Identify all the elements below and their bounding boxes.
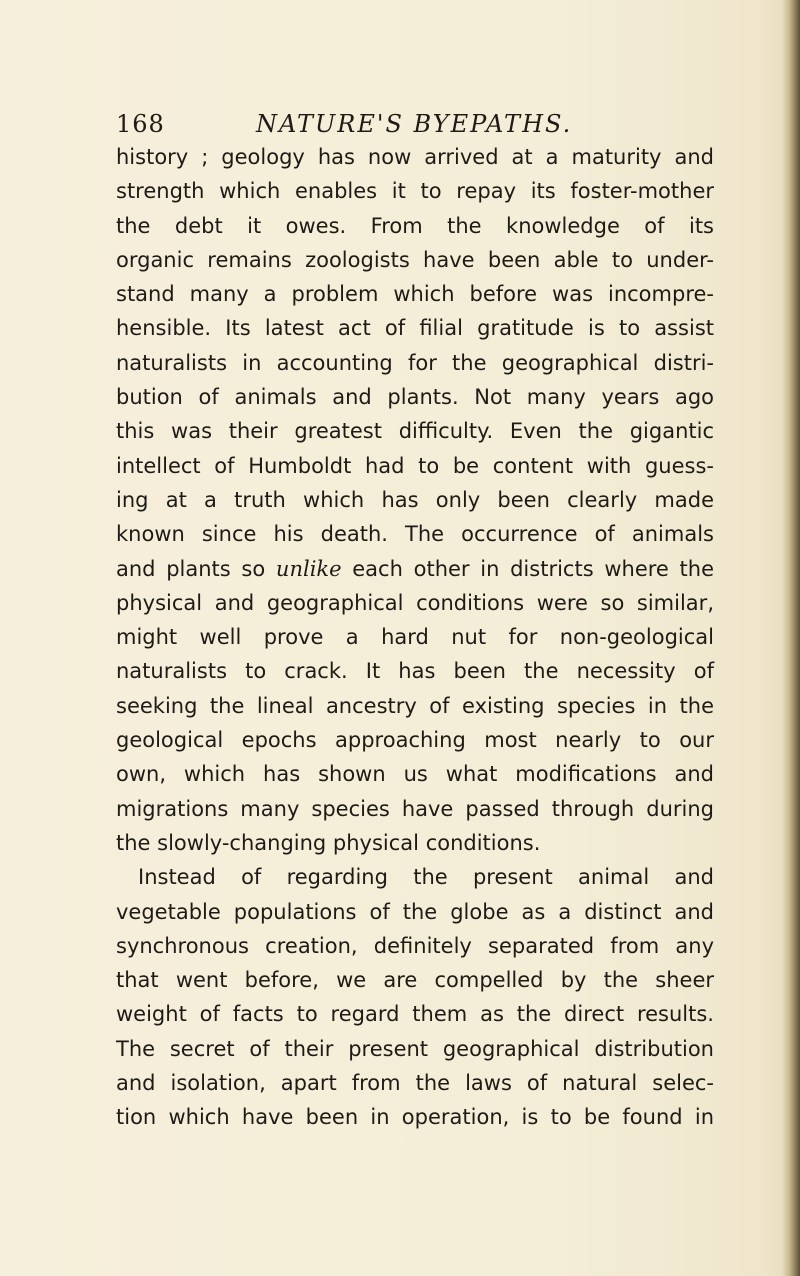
text-line: hensible. Its latest act of filial gratitude is to assist (116, 316, 714, 341)
running-head (116, 110, 716, 144)
text-line: this was their greatest difficulty. Even the gigantic (116, 419, 714, 444)
text-line: the debt it owes. From the knowledge of its (116, 213, 714, 238)
text-line: and isolation, apart from the laws of natural selec- (116, 1071, 714, 1096)
emphasized-word: unlike (275, 556, 342, 581)
text-line: organic remains zoologists have been able to under- (116, 247, 714, 272)
page-number: 168 (116, 110, 165, 138)
text-line: vegetable populations of the globe as a distinct and (116, 899, 714, 924)
body-text (116, 140, 714, 1135)
text-line: history ; geology has now arrived at a maturity and (116, 145, 714, 169)
text-segment: each other in districts where the (341, 556, 714, 581)
paragraph-start-line: Instead of regarding the present animal and (138, 865, 714, 890)
text-line: own, which has shown us what modifications and (116, 762, 714, 787)
running-title: NATURE'S BYEPATHS. (256, 110, 573, 138)
text-line: intellect of Humboldt had to be content with guess- (116, 453, 714, 478)
text-line: bution of animals and plants. Not many years ago (116, 385, 714, 410)
text-line: stand many a problem which before was incompre- (116, 282, 714, 307)
text-line: might well prove a hard nut for non-geological (116, 625, 714, 650)
text-line: The secret of their present geographical distribution (116, 1036, 714, 1061)
text-line: naturalists in accounting for the geographical distri- (116, 350, 714, 375)
page-edge-shadow (782, 0, 800, 1276)
text-line: synchronous creation, definitely separated from any (116, 933, 714, 958)
text-line: known since his death. The occurrence of animals (116, 522, 714, 547)
text-line-with-emphasis (116, 552, 714, 586)
text-line: seeking the lineal ancestry of existing species in the (116, 693, 714, 718)
text-segment: and plants so (116, 556, 276, 581)
text-line: physical and geographical conditions were so similar, (116, 590, 714, 615)
text-line: ing at a truth which has only been clearly made (116, 487, 714, 512)
text-line: tion which have been in operation, is to be found in (116, 1105, 714, 1130)
text-line: migrations many species have passed through during (116, 796, 714, 821)
text-line: naturalists to crack. It has been the necessity of (116, 659, 714, 684)
text-line: that went before, we are compelled by the sheer (116, 968, 714, 993)
text-line: geological epochs approaching most nearly to our (116, 728, 714, 753)
text-line: weight of facts to regard them as the direct results. (116, 1002, 714, 1027)
text-line: strength which enables it to repay its foster-mother (116, 179, 714, 204)
text-line: the slowly-changing physical conditions. (116, 830, 541, 855)
